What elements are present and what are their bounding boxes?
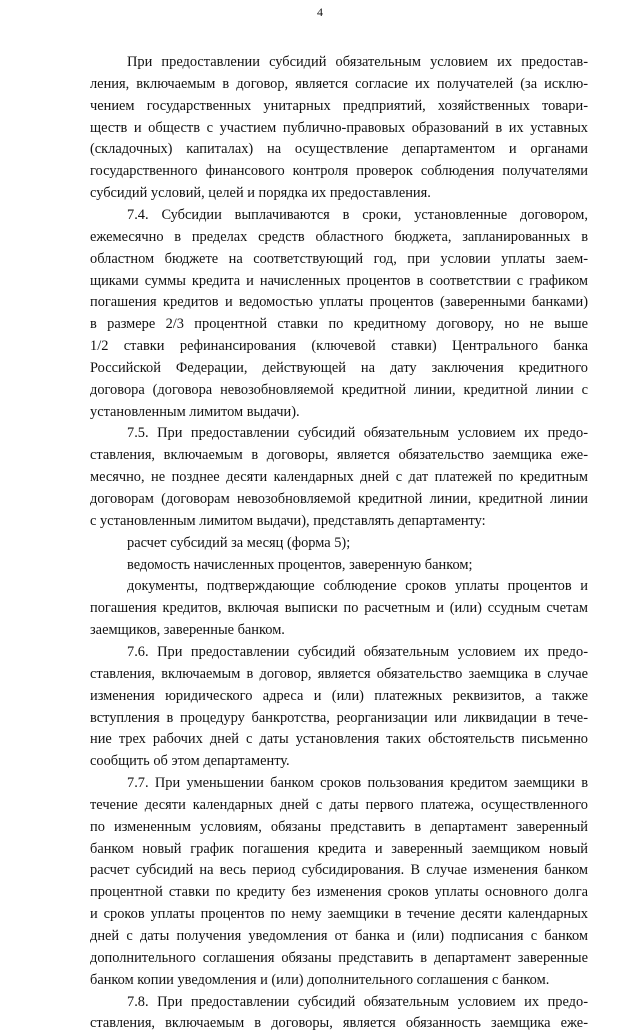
text-line: установленным лимитом выдачи). (90, 403, 300, 420)
text-line: договора (договора невозобновляемой кредитной линии, кредитной линии с (90, 381, 588, 398)
text-line: дополнительного соглашения обязаны представить в департамент заверенные (90, 949, 588, 966)
text-line: в размере 2/3 процентной ставки по кредитному договору, но не выше (90, 316, 588, 333)
text-line: При предоставлении субсидий обязательным условием их предостав- (127, 54, 588, 70)
text-line: расчет субсидий за месяц (форма 5); (127, 534, 351, 551)
text-line: и сроков уплаты процентов по нему заемщики в течение десяти календарных (90, 906, 588, 923)
text-line: Российской Федерации, действующей на дату заключения кредитного (90, 359, 588, 376)
text-line: 7.7. При уменьшении банком сроков пользования кредитом заемщики в (127, 775, 588, 792)
text-line: 7.6. При предоставлении субсидий обязательным условием их предо- (127, 643, 588, 660)
text-line: договорам (договорам невозобновляемой кредитной линии, кредитной линии (90, 491, 588, 507)
text-line: с установленным лимитом выдачи), представлять департаменту: (90, 512, 486, 529)
text-line: ставления, включаемым в договор, является обязательство заемщика в случае (90, 665, 588, 682)
text-line: ставления, включаемым в договоры, является обязанность заемщика еже- (90, 1015, 588, 1032)
text-line: государственного финансового контроля проверок соблюдения получателями (90, 163, 588, 180)
text-line: дней с даты получения уведомления от банка и (или) подписания с банком (90, 928, 588, 944)
text-line: вступления в процедуру банкротства, реорганизации или ликвидации в тече- (90, 709, 588, 726)
text-line: чением государственных унитарных предприятий, хозяйственных товари- (90, 97, 588, 114)
text-line: ежемесячно в пределах средств областного бюджета, запланированных в (90, 228, 588, 245)
page-number: 4 (317, 5, 323, 19)
text-line: ведомость начисленных процентов, заверенную банком; (127, 556, 473, 573)
text-line: ществ и обществ с участием публично-правовых образований в их уставных (90, 119, 588, 136)
text-line: банком копии уведомления и (или) дополнительного соглашения с банком. (90, 971, 550, 988)
text-line: заемщиков, заверенные банком. (90, 622, 285, 639)
text-line: сообщить об этом департаменту. (90, 753, 290, 770)
text-line: документы, подтверждающие соблюдение сроков уплаты процентов и (127, 578, 588, 595)
text-line: расчет субсидий на весь период субсидирования. В случае изменения банком (90, 862, 588, 879)
text-line: погашения кредитов, включая выписки по расчетным и (или) ссудным счетам (90, 600, 588, 617)
text-line: 1/2 ставки рефинансирования (ключевой ставки) Центрального банка (90, 338, 588, 355)
text-line: 7.8. При предоставлении субсидий обязательным условием их предо- (127, 993, 588, 1010)
text-line: по измененным условиям, обязаны представить в департамент заверенный (90, 818, 588, 835)
text-line: процентной ставки по кредиту без изменения сроков уплаты основного долга (90, 884, 588, 901)
text-line: ние трех рабочих дней с даты установления таких обстоятельств письменно (90, 731, 588, 748)
text-line: (складочных) капиталах) на осуществление департаментом и органами (90, 141, 588, 158)
text-line: ления, включаемым в договор, является согласие их получателей (за исклю- (90, 75, 588, 92)
text-line: 7.5. При предоставлении субсидий обязательным условием их предо- (127, 425, 588, 442)
text-line: месячно, не позднее десяти календарных дней с дат платежей по кредитным (90, 469, 588, 486)
text-line: областном бюджете на соответствующий год, при условии уплаты заем- (90, 250, 588, 267)
text-line: 7.4. Субсидии выплачиваются в сроки, установленные договором, (127, 206, 588, 223)
text-line: щиками суммы кредита и начисленных процентов в соответствии с графиком (90, 272, 588, 289)
text-line: банком новый график погашения кредита и заверенный заемщиком новый (90, 840, 588, 857)
text-line: изменения юридического адреса и (или) платежных реквизитов, а также (90, 687, 588, 704)
text-line: субсидий условий, целей и порядка их предоставления. (90, 185, 431, 202)
text-line: ставления, включаемым в договоры, является обязательство заемщика еже- (90, 447, 588, 464)
text-line: течение десяти календарных дней с даты первого платежа, осуществленного (90, 796, 588, 813)
text-line: погашения кредитов и ведомостью уплаты процентов (заверенными банками) (90, 294, 588, 311)
